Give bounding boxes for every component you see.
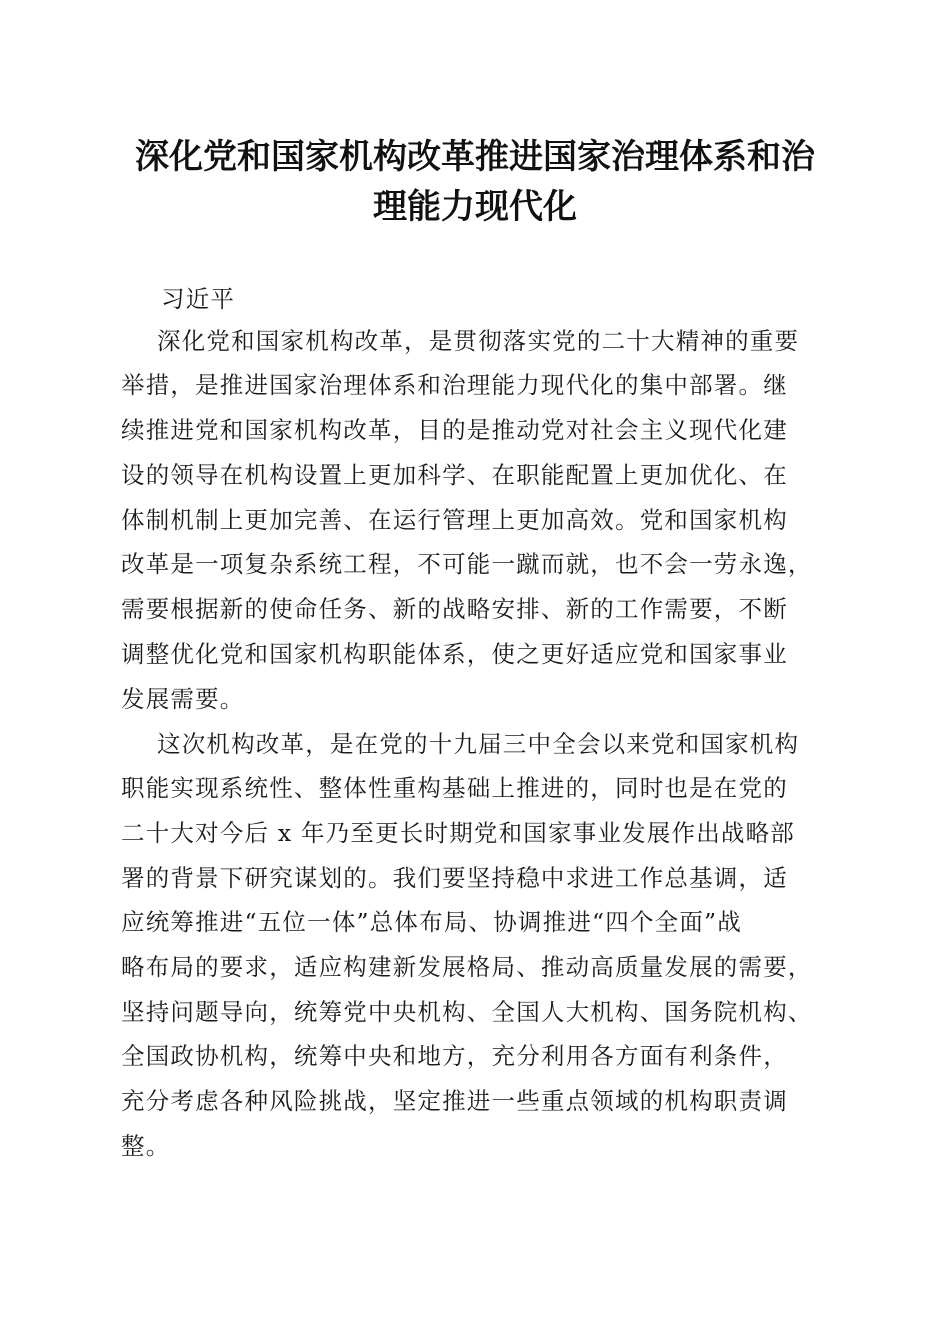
paragraph-line: 体制机制上更加完善、在运行管理上更加高效。党和国家机构 <box>121 506 788 534</box>
title-line: 深化党和国家机构改革推进国家治理体系和治 <box>135 137 815 177</box>
paragraph-line: 充分考虑各种风险挑战，坚定推进一些重点领域的机构职责调 <box>121 1087 788 1115</box>
paragraph-line: 设的领导在机构设置上更加科学、在职能配置上更加优化、在 <box>121 461 788 489</box>
paragraph-line: 整。 <box>121 1132 171 1160</box>
paragraph-line: 续推进党和国家机构改革，目的是推动党对社会主义现代化建 <box>121 416 788 444</box>
paragraph-line: 需要根据新的使命任务、新的战略安排、新的工作需要，不断 <box>121 595 788 623</box>
paragraph-line: 坚持问题导向，统筹党中央机构、全国人大机构、国务院机构、 <box>121 998 813 1026</box>
paragraph-line: 这次机构改革，是在党的十九届三中全会以来党和国家机构 <box>157 730 800 758</box>
paragraph-line: 职能实现系统性、整体性重构基础上推进的，同时也是在党的 <box>121 774 788 802</box>
paragraph-line: 全国政协机构，统筹中央和地方，充分利用各方面有利条件， <box>121 1042 788 1070</box>
paragraph-line: 调整优化党和国家机构职能体系，使之更好适应党和国家事业 <box>121 640 788 668</box>
paragraph-line: 改革是一项复杂系统工程，不可能一蹴而就，也不会一劳永逸， <box>121 550 813 578</box>
paragraph-line: 二十大对今后 x 年乃至更长时期党和国家事业发展作出战略部 <box>121 819 795 847</box>
paragraph-line: 发展需要。 <box>121 685 245 713</box>
title-line: 理能力现代化 <box>373 187 577 227</box>
author-name: 习近平 <box>161 285 236 313</box>
paragraph-line: 应统筹推进“五位一体”总体布局、协调推进“四个全面”战 <box>121 908 742 936</box>
document-title <box>110 132 840 232</box>
paragraph-line: 略布局的要求，适应构建新发展格局、推动高质量发展的需要， <box>121 953 813 981</box>
paragraph-line: 署的背景下研究谋划的。我们要坚持稳中求进工作总基调，适 <box>121 864 788 892</box>
paragraph-line: 举措，是推进国家治理体系和治理能力现代化的集中部署。继 <box>121 371 788 399</box>
paragraph-line: 深化党和国家机构改革，是贯彻落实党的二十大精神的重要 <box>157 327 800 355</box>
